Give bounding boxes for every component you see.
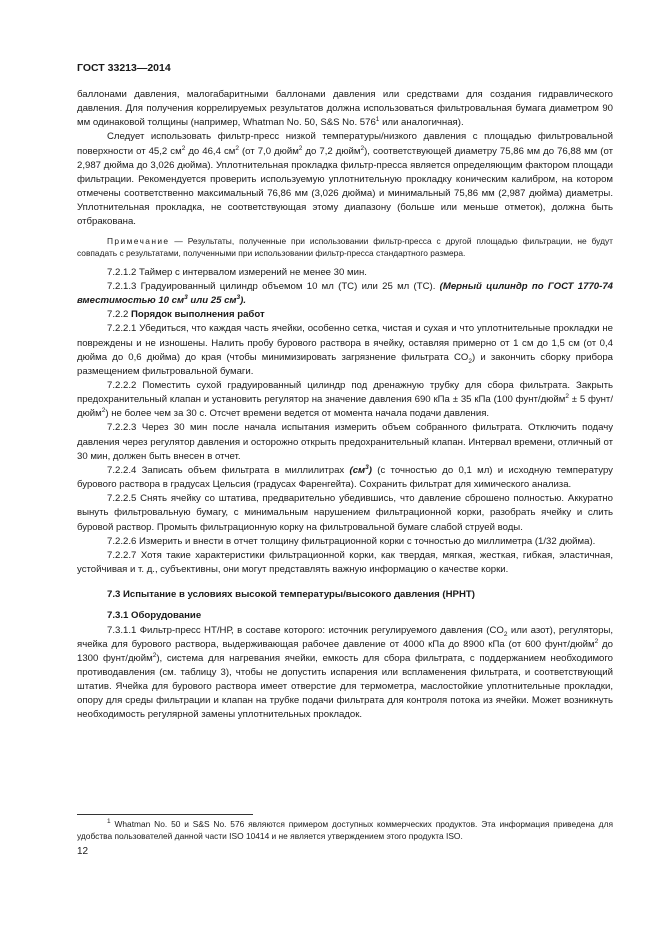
paragraph-7226: 7.2.2.6 Измерить и внести в отчет толщину фильтрационной корки с точностью до миллиметра (1/32 дюйма). bbox=[107, 535, 596, 547]
paragraph-7213: 7.2.1.3 Градуированный цилиндр объемом 10 мл (ТС) или 25 мл (ТС). (Мерный цилиндр по ГОСТ 1770-74 вместимостью 10 $см^3$ или 25 $см^3$). bbox=[77, 280, 613, 307]
paragraph-7224: 7.2.2.4 Записать объем фильтрата в миллилитрах $(см^3)$ (с точностью до 0,1 мл) и исходную температуру бурового раствора в градусах Цельсия (градусах Фаренгейта). Сохранить фильтрат для химического анализа. bbox=[77, 463, 613, 491]
document-body bbox=[77, 88, 613, 723]
paragraph-7225: 7.2.2.5 Снять ячейку со штатива, предварительно убедившись, что давление сброшено полностью. Аккуратно вынуть фильтровальную бумагу, с минимальным нарушением фильтрационной корки, разобрать ячейку и слить буровой раствор. Промыть фильтрационную корку на фильтровальной бумаге слабой струей воды. bbox=[77, 493, 613, 533]
document-header: ГОСТ 33213—2014 bbox=[77, 62, 171, 74]
note-paragraph: Примечание — Результаты, полученные при использовании фильтр-пресса с другой площадью фильтрации, не будут совпадать с результатами, полученными при использовании фильтр-пресса стандартного размера. bbox=[77, 235, 613, 259]
page-number: 12 bbox=[77, 846, 89, 857]
paragraph-7212: 7.2.1.2 Таймер с интервалом измерений не менее 30 мин. bbox=[107, 266, 367, 278]
footnote-ref: 1 bbox=[375, 116, 380, 124]
paragraph-7222: 7.2.2.2 Поместить сухой градуированный цилиндр под дренажную трубку для сбора фильтрата. Закрыть предохранительный клапан и установить регулятор на значение давления 690 кПа ± 35 кПа (100 фунт/дюйм$^2$ ± 5 фунт/дюйм$^2$) не более чем за 30 с. Отсчет времени ведется от момента начала подачи давления. bbox=[77, 380, 613, 420]
footnote: $^1$ Whatman No. 50 и S&S No. 576 являются примером доступных коммерческих продуктов. Эта информация приведена для удобства пользователей данной части ISO 10414 и не является утверждением этого продукта ISO. bbox=[77, 818, 613, 842]
section-heading-73: 7.3 Испытание в условиях высокой температуры/высокого давления (HPHT) bbox=[107, 589, 475, 601]
note-label: Примечание bbox=[107, 235, 170, 246]
paragraph-7223: 7.2.2.3 Через 30 мин после начала испытания измерить объем собранного фильтрата. Отключить подачу давления через регулятор давления и осторожно открыть предохранительный клапан. Интервал времени, отличный от 30 мин, должен быть внесен в отчет. bbox=[77, 422, 613, 462]
paragraph-continuation: баллонами давления, малогабаритными баллонами давления или средствами для создания гидравлического давления. Для получения коррелируемых результатов должна использоваться фильтровальная бумага диаметром 90 мм одинаковой толщины (например, Whatman No. 50, S&S No. $576^1$ или аналогичная). bbox=[77, 89, 613, 129]
paragraph-filter-press-area: Следует использовать фильтр-пресс низкой температуры/низкого давления с площадью фильтровальной поверхности от 45,2 $см^2$ до 46,4 $см^2$ (от 7,0 дюйм$^2$ до 7,2 дюйм$^2$), соответствующей диаметру 75,86 мм до 76,88 мм (от 2,987 дюйма до 3,026 дюйма). Уплотнительная прокладка фильтр-пресса является определяющим фактором площади фильтрации. Рекомендуется проверить используемую уплотнительную прокладку коническим калибром, на котором отмечены соответственно максимальный 76,86 мм (3,026 дюйма) и минимальный 75,86 мм (2,987 дюйма) диаметры. Уплотнительная прокладка, не соответствующая этому диапазону (больше или меньше отметок), должна быть отбракована. bbox=[77, 131, 613, 228]
paragraph-7311: 7.3.1.1 Фильтр-пресс НТ/НР, в составе которого: источник регулируемого давления ($CO_2$ или азот), регуляторы, ячейка для бурового раствора, выдерживающая рабочее давление от 4000 кПа до 8900 кПа (от 600 фунт/дюйм$^2$ до 1300 фунт/дюйм$^2$), система для нагревания ячейки, емкость для сбора фильтрата, с поддержанием необходимого противодавления (см. таблицу 3), чтобы не допустить испарения или вспламенения фильтрата, и соответствующий штатив. Ячейка для бурового раствора имеет отверстие для термометра, маслостойкие уплотнительные прокладки, опору для среды фильтрации и клапан на трубке подачи фильтрата для контроля потока из ячейки. Может возникнуть необходимость регулярной замены уплотнительных прокладок. bbox=[77, 624, 614, 721]
footnote-divider bbox=[77, 814, 253, 815]
footnote-mark: 1 bbox=[107, 818, 111, 826]
paragraph-7221: 7.2.2.1 Убедиться, что каждая часть ячейки, особенно сетка, чистая и сухая и что уплотнительные прокладки не повреждены и не изношены. Налить пробу бурового раствора в ячейку, оставляя примерно от 1 см до 1,5 см (от 0,4 дюйма до 0,6 дюйма) до края (чтобы минимизировать загрязнение фильтрата $CO_2$) и закончить сборку прибора размещением фильтровальной бумаги. bbox=[77, 323, 613, 377]
paragraph-7227: 7.2.2.7 Хотя такие характеристики фильтрационной корки, как твердая, мягкая, жесткая, гибкая, эластичная, устойчивая и т. д., субъективны, они могут представлять важную информацию о качестве корки. bbox=[77, 549, 613, 576]
heading-722: 7.2.2 Порядок выполнения работ bbox=[107, 309, 265, 321]
subsection-heading-731: 7.3.1 Оборудование bbox=[107, 610, 202, 622]
